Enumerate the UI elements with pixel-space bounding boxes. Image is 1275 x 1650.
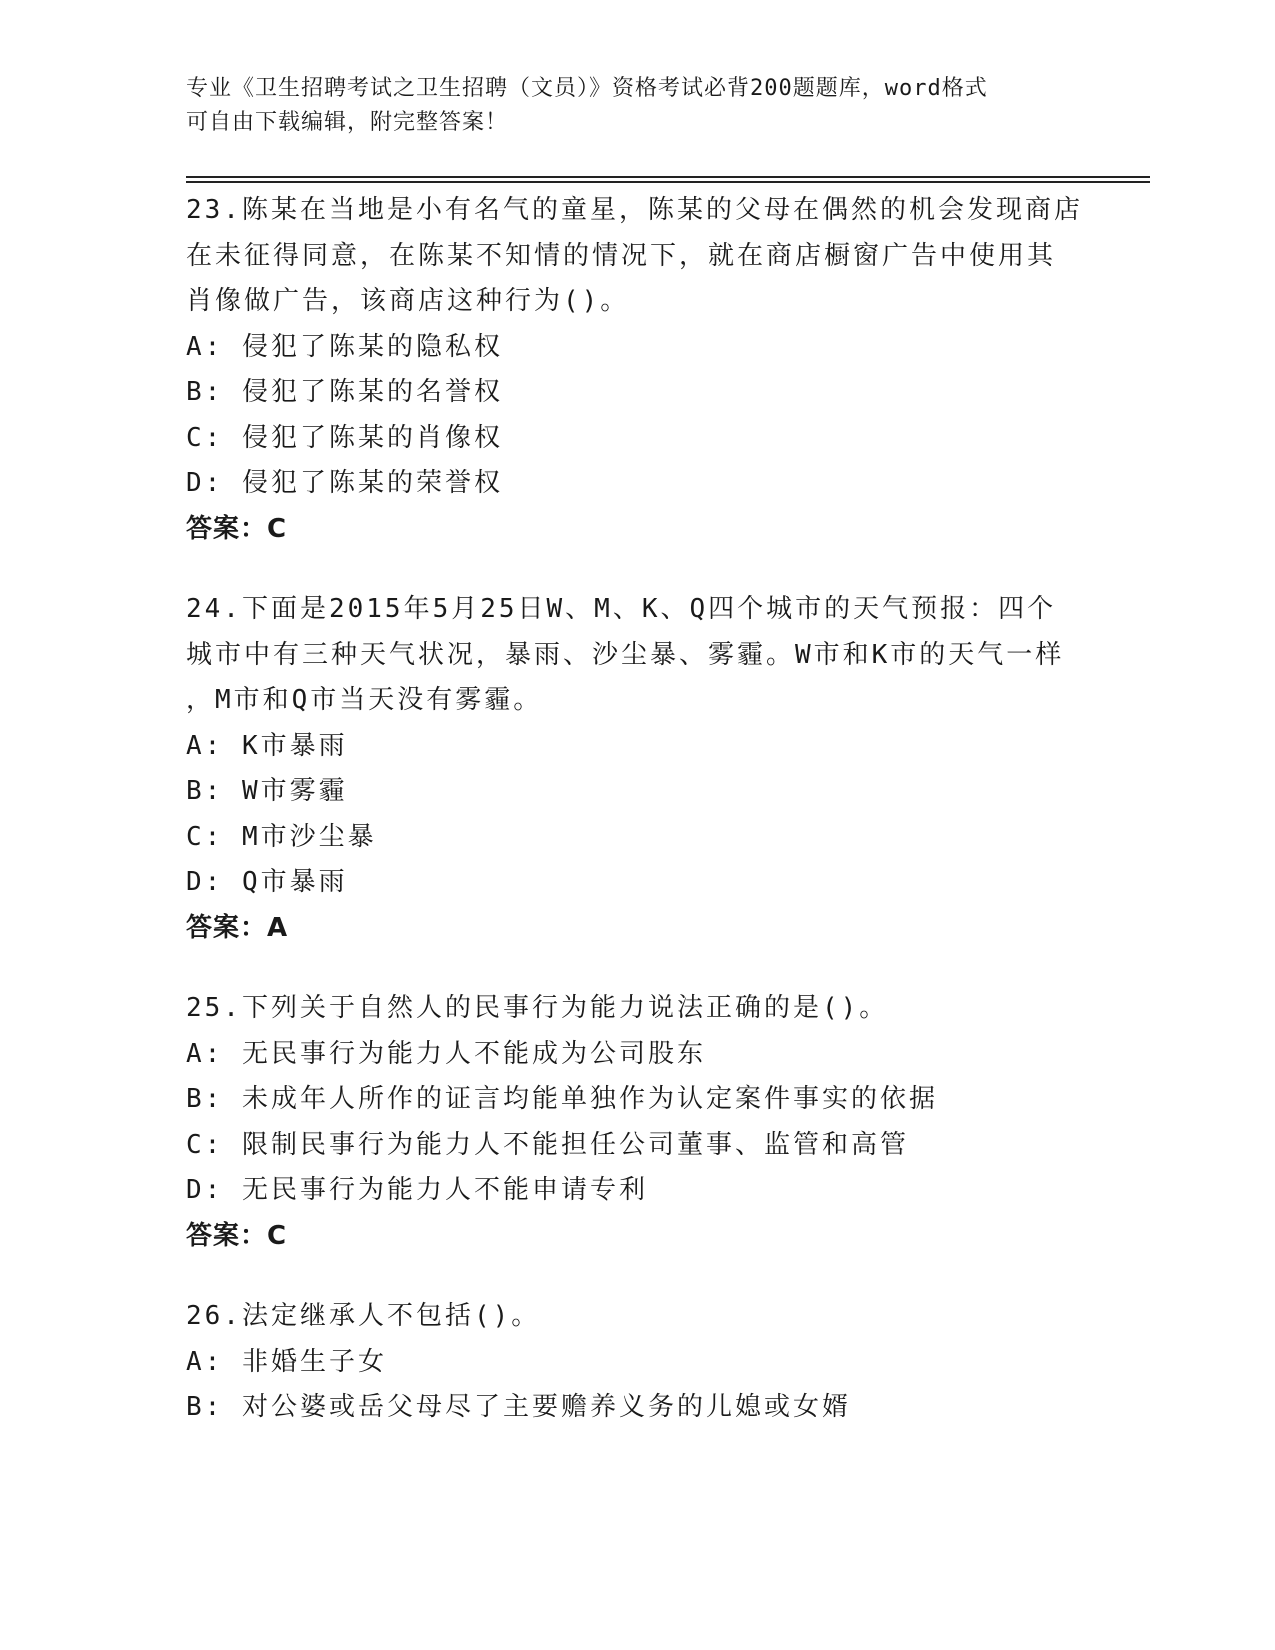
header-divider-top	[186, 176, 1150, 178]
option-d: D: 无民事行为能力人不能申请专利	[186, 1175, 648, 1205]
option-b: B: 未成年人所作的证言均能单独作为认定案件事实的依据	[186, 1084, 938, 1114]
question-stem-line: 在未征得同意，在陈某不知情的情况下，就在商店橱窗广告中使用其	[186, 240, 1057, 271]
answer-label: 答案：A	[186, 912, 289, 943]
option-d: D: 侵犯了陈某的荣誉权	[186, 468, 503, 498]
question-stem-line: ，M市和Q市当天没有雾霾。	[186, 685, 543, 715]
option-c: C: M市沙尘暴	[186, 821, 377, 852]
option-b: B: 对公婆或岳父母尽了主要赡养义务的儿媳或女婿	[186, 1392, 851, 1422]
question-stem-line: 25.下列关于自然人的民事行为能力说法正确的是()。	[186, 993, 889, 1023]
option-a: A: 非婚生子女	[186, 1346, 387, 1377]
option-d: D: Q市暴雨	[186, 867, 348, 897]
option-a: A: K市暴雨	[186, 730, 348, 761]
question-stem-line: 23.陈某在当地是小有名气的童星，陈某的父母在偶然的机会发现商店	[186, 195, 1083, 225]
option-b: B: W市雾霾	[186, 776, 348, 806]
question-24	[186, 587, 1086, 951]
question-stem-line: 城市中有三种天气状况，暴雨、沙尘暴、雾霾。W市和K市的天气一样	[186, 639, 1065, 670]
question-stem-line: 肖像做广告，该商店这种行为()。	[186, 286, 630, 316]
option-c: C: 侵犯了陈某的肖像权	[186, 422, 503, 453]
question-23	[186, 188, 1086, 552]
option-c: C: 限制民事行为能力人不能担任公司董事、监管和高管	[186, 1129, 909, 1160]
question-26	[186, 1294, 1086, 1431]
header-line-2: 可自由下载编辑，附完整答案！	[186, 110, 509, 135]
option-a: A: 无民事行为能力人不能成为公司股东	[186, 1038, 706, 1069]
header-line-1: 专业《卫生招聘考试之卫生招聘（文员）》资格考试必背200题题库，word格式	[186, 76, 988, 101]
option-b: B: 侵犯了陈某的名誉权	[186, 377, 503, 407]
question-stem-line: 26.法定继承人不包括()。	[186, 1301, 541, 1331]
question-list	[186, 188, 1086, 1466]
document-header	[186, 72, 1086, 140]
question-25	[186, 986, 1086, 1259]
answer-label: 答案：C	[186, 1220, 288, 1251]
question-stem-line: 24.下面是2015年5月25日W、M、K、Q四个城市的天气预报：四个	[186, 594, 1057, 624]
answer-label: 答案：C	[186, 513, 288, 544]
option-a: A: 侵犯了陈某的隐私权	[186, 331, 503, 362]
header-divider-bottom	[186, 181, 1150, 183]
